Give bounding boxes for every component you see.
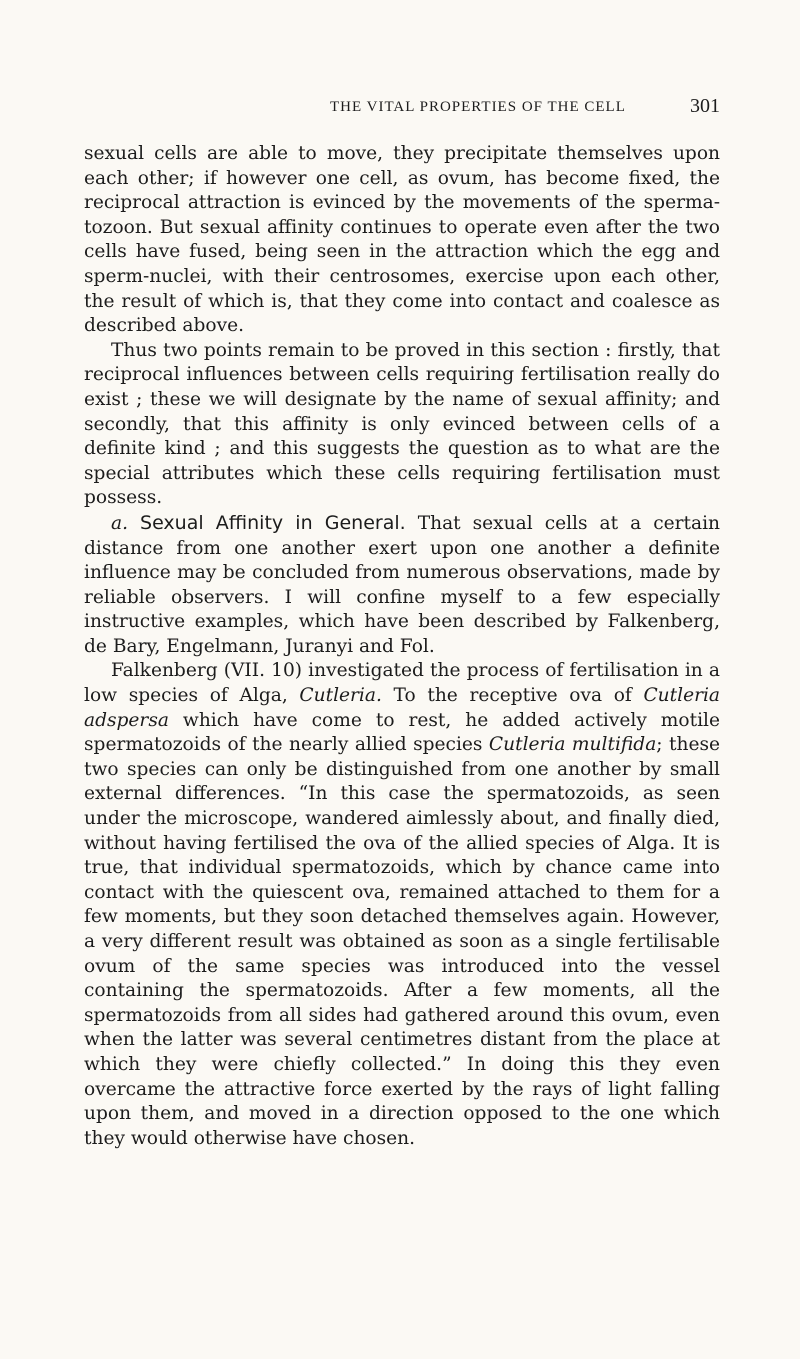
section-heading: Sexual Affinity in General. bbox=[140, 511, 406, 534]
text-run: which have come to rest, he added actively motile spermatozoids of the nearly allied species bbox=[84, 709, 720, 756]
paragraph-falkenberg bbox=[84, 659, 720, 1151]
body-text bbox=[84, 142, 720, 1151]
running-head bbox=[330, 95, 720, 123]
section-label: a. bbox=[111, 512, 128, 534]
section-a-text: That sexual cells at a certain distance from one another exert upon one another a definite influence may be concluded from numerous observations, made by reliable observers. I will confine myself to a few especially instructive examples, which have been described by Falkenberg, de Bary, Engelmann, Juranyi and Fol. bbox=[84, 512, 720, 657]
paragraph-continued: sexual cells are able to move, they precipitate themselves upon each other; if however one cell, as ovum, has become fixed, the reciprocal attraction is evinced by the movements of the spermatozoon. But sexual affinity continues to operate even after the two cells have fused, being seen in the attraction which the egg and sperm-nuclei, with their centrosomes, exercise upon each other, the result of which is, that they come into contact and coalesce as described above. bbox=[84, 143, 720, 337]
running-title: THE VITAL PROPERTIES OF THE CELL bbox=[330, 99, 626, 115]
paragraph-two-points: Thus two points remain to be proved in this section : firstly, that reciprocal influences between cells requiring fertilisation really do exist ; these we will designate by the name of sexual affinity; and secondly, that this affinity is only evinced between cells of a definite kind ; and this suggests the question as to what are the special attributes which these cells requiring fertilisation must possess. bbox=[84, 339, 720, 509]
taxon-name: Cutleria adspersa bbox=[84, 685, 720, 731]
taxon-name: Cutleria. bbox=[299, 685, 382, 707]
paragraph-section-a bbox=[84, 511, 720, 660]
text-run: Falkenberg (VII. 10) investigated the process of fertilisation in a low species of Alga, bbox=[84, 660, 720, 707]
text-run: To the receptive ova of bbox=[381, 685, 644, 707]
taxon-name: Cutleria multifida bbox=[488, 734, 657, 756]
text-run: ; these two species can only be distinguished from one another by small external differences. “In this case the spermatozoids, as seen under the microscope, wandered aimlessly about, and finally died, without having fertilised the ova of the allied species of Alga. It is true, that individual spermatozoids, which by chance came into contact with the quiescent ova, remained attached to them for a few moments, but they soon detached themselves again. However, a very different result was obtained as soon as a single fertilisable ovum of the same species was introduced into the vessel containing the spermatozoids. After a few moments, all the spermatozoids from all sides had gathered around this ovum, even when the latter was several centimetres distant from the place at which they were chiefly collected.” In doing this they even overcame the attractive force exerted by the rays of light falling upon them, and moved in a direction opposed to the one which they would otherwise have chosen. bbox=[84, 734, 720, 1149]
page-number: 301 bbox=[690, 95, 720, 117]
